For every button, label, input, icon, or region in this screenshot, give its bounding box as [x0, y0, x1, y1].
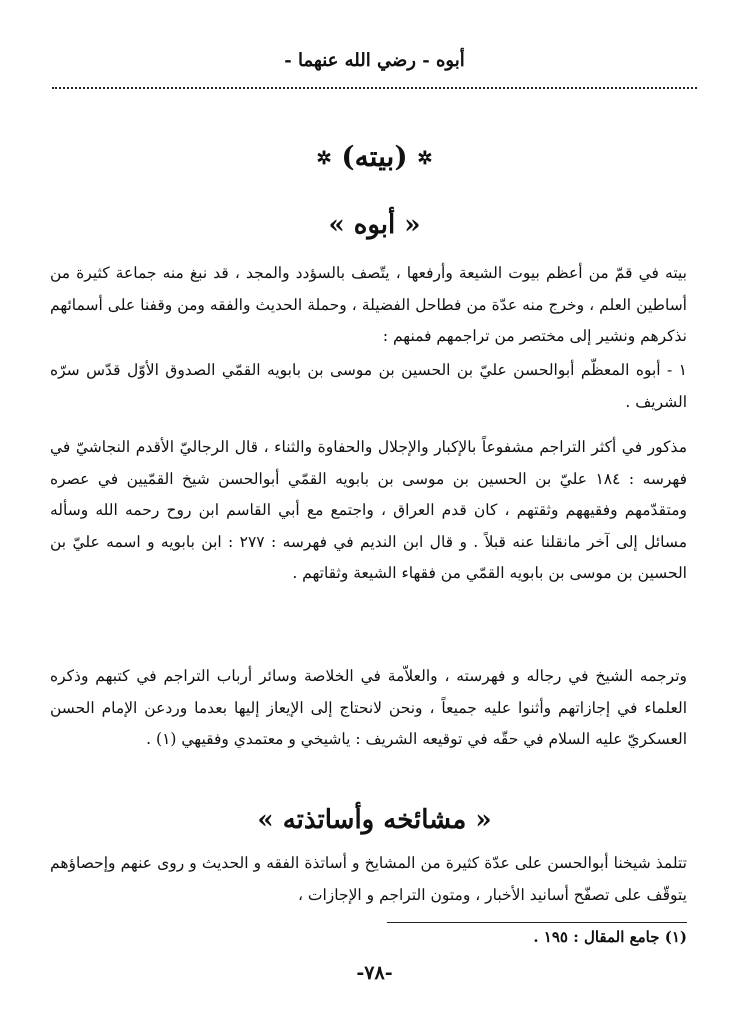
- running-header: أبوه - رضي الله عنهما -: [284, 50, 465, 71]
- paragraph-father-intro: ١ - أبوه المعظّم أبوالحسن عليّ بن الحسين بن موسى بن بابويه القمّي الصدوق الأوّل قدّس سرّه الشريف .: [50, 361, 687, 411]
- paragraph-teachers: تتلمذ شيخنا أبوالحسن على عدّة كثيرة من المشايخ و أساتذة الفقه و الحديث و روى عنهم وإحصاؤهم يتوقّف على تصفّح أسانيد الأخبار ، ومتون التراجم و الإجازات ،: [50, 854, 687, 904]
- section-title-text: (بيته): [341, 140, 408, 173]
- header-divider: [52, 87, 697, 89]
- paragraph-father-praise: وترجمه الشيخ في رجاله و فهرسته ، والعلاّمة في الخلاصة وسائر أرباب التراجم في كتبهم وذكره العلماء في إجازاتهم وأثنوا عليه جميعاً ، ونحن لانحتاج إلى الإيعاز إليها بعدما وردعن الإمام الحسن العسكريّ عليه السلام في حقّه في توقيعه الشريف : ياشيخي و معتمدي وفقيهي (١) .: [50, 667, 687, 748]
- subheading-teachers: « مشائخه وأساتذته »: [257, 805, 492, 835]
- page-number: -٧٨-: [356, 962, 393, 984]
- section-title: [0, 140, 749, 173]
- ornament-right: ✲: [417, 148, 433, 169]
- paragraph-house: بيته في قمّ من أعظم بيوت الشيعة وأرفعها ، يتّصف بالسؤدد والمجد ، قد نبغ منه جماعة كثيرة من أساطين العلم ، وخرج منه عدّة من فطاحل الفضيلة ، وحملة الحديث والفقه ومن وقفنا على أسمائهم نذكرهم ونشير إلى مختصر من تراجمهم فمنهم :: [50, 264, 687, 345]
- ornament-left: ✲: [316, 148, 332, 169]
- subheading-father: « أبوه »: [328, 210, 421, 240]
- footnote-divider: [387, 922, 687, 923]
- footnote: (١) جامع المقال : ١٩٥ .: [533, 928, 687, 946]
- paragraph-father-biography: مذكور في أكثر التراجم مشفوعاً بالإكبار والإجلال والحفاوة والثناء ، قال الرجاليّ الأقدم النجاشيّ في فهرسه : ١٨٤ عليّ بن الحسين بن موسى بن بابويه القمّي أبوالحسن شيخ القمّيين في عصره ومتقدّمهم وفقيههم وثقتهم ، كان قدم العراق ، واجتمع مع أبي القاسم ابن روح رحمه الله وسأله مسائل إلى آخر مانقلنا عنه قبلاً . و قال ابن النديم في فهرسه : ٢٧٧ : ابن بابويه و اسمه عليّ بن الحسين بن موسى بن بابويه القمّي من فقهاء الشيعة وثقاتهم .: [50, 438, 687, 582]
